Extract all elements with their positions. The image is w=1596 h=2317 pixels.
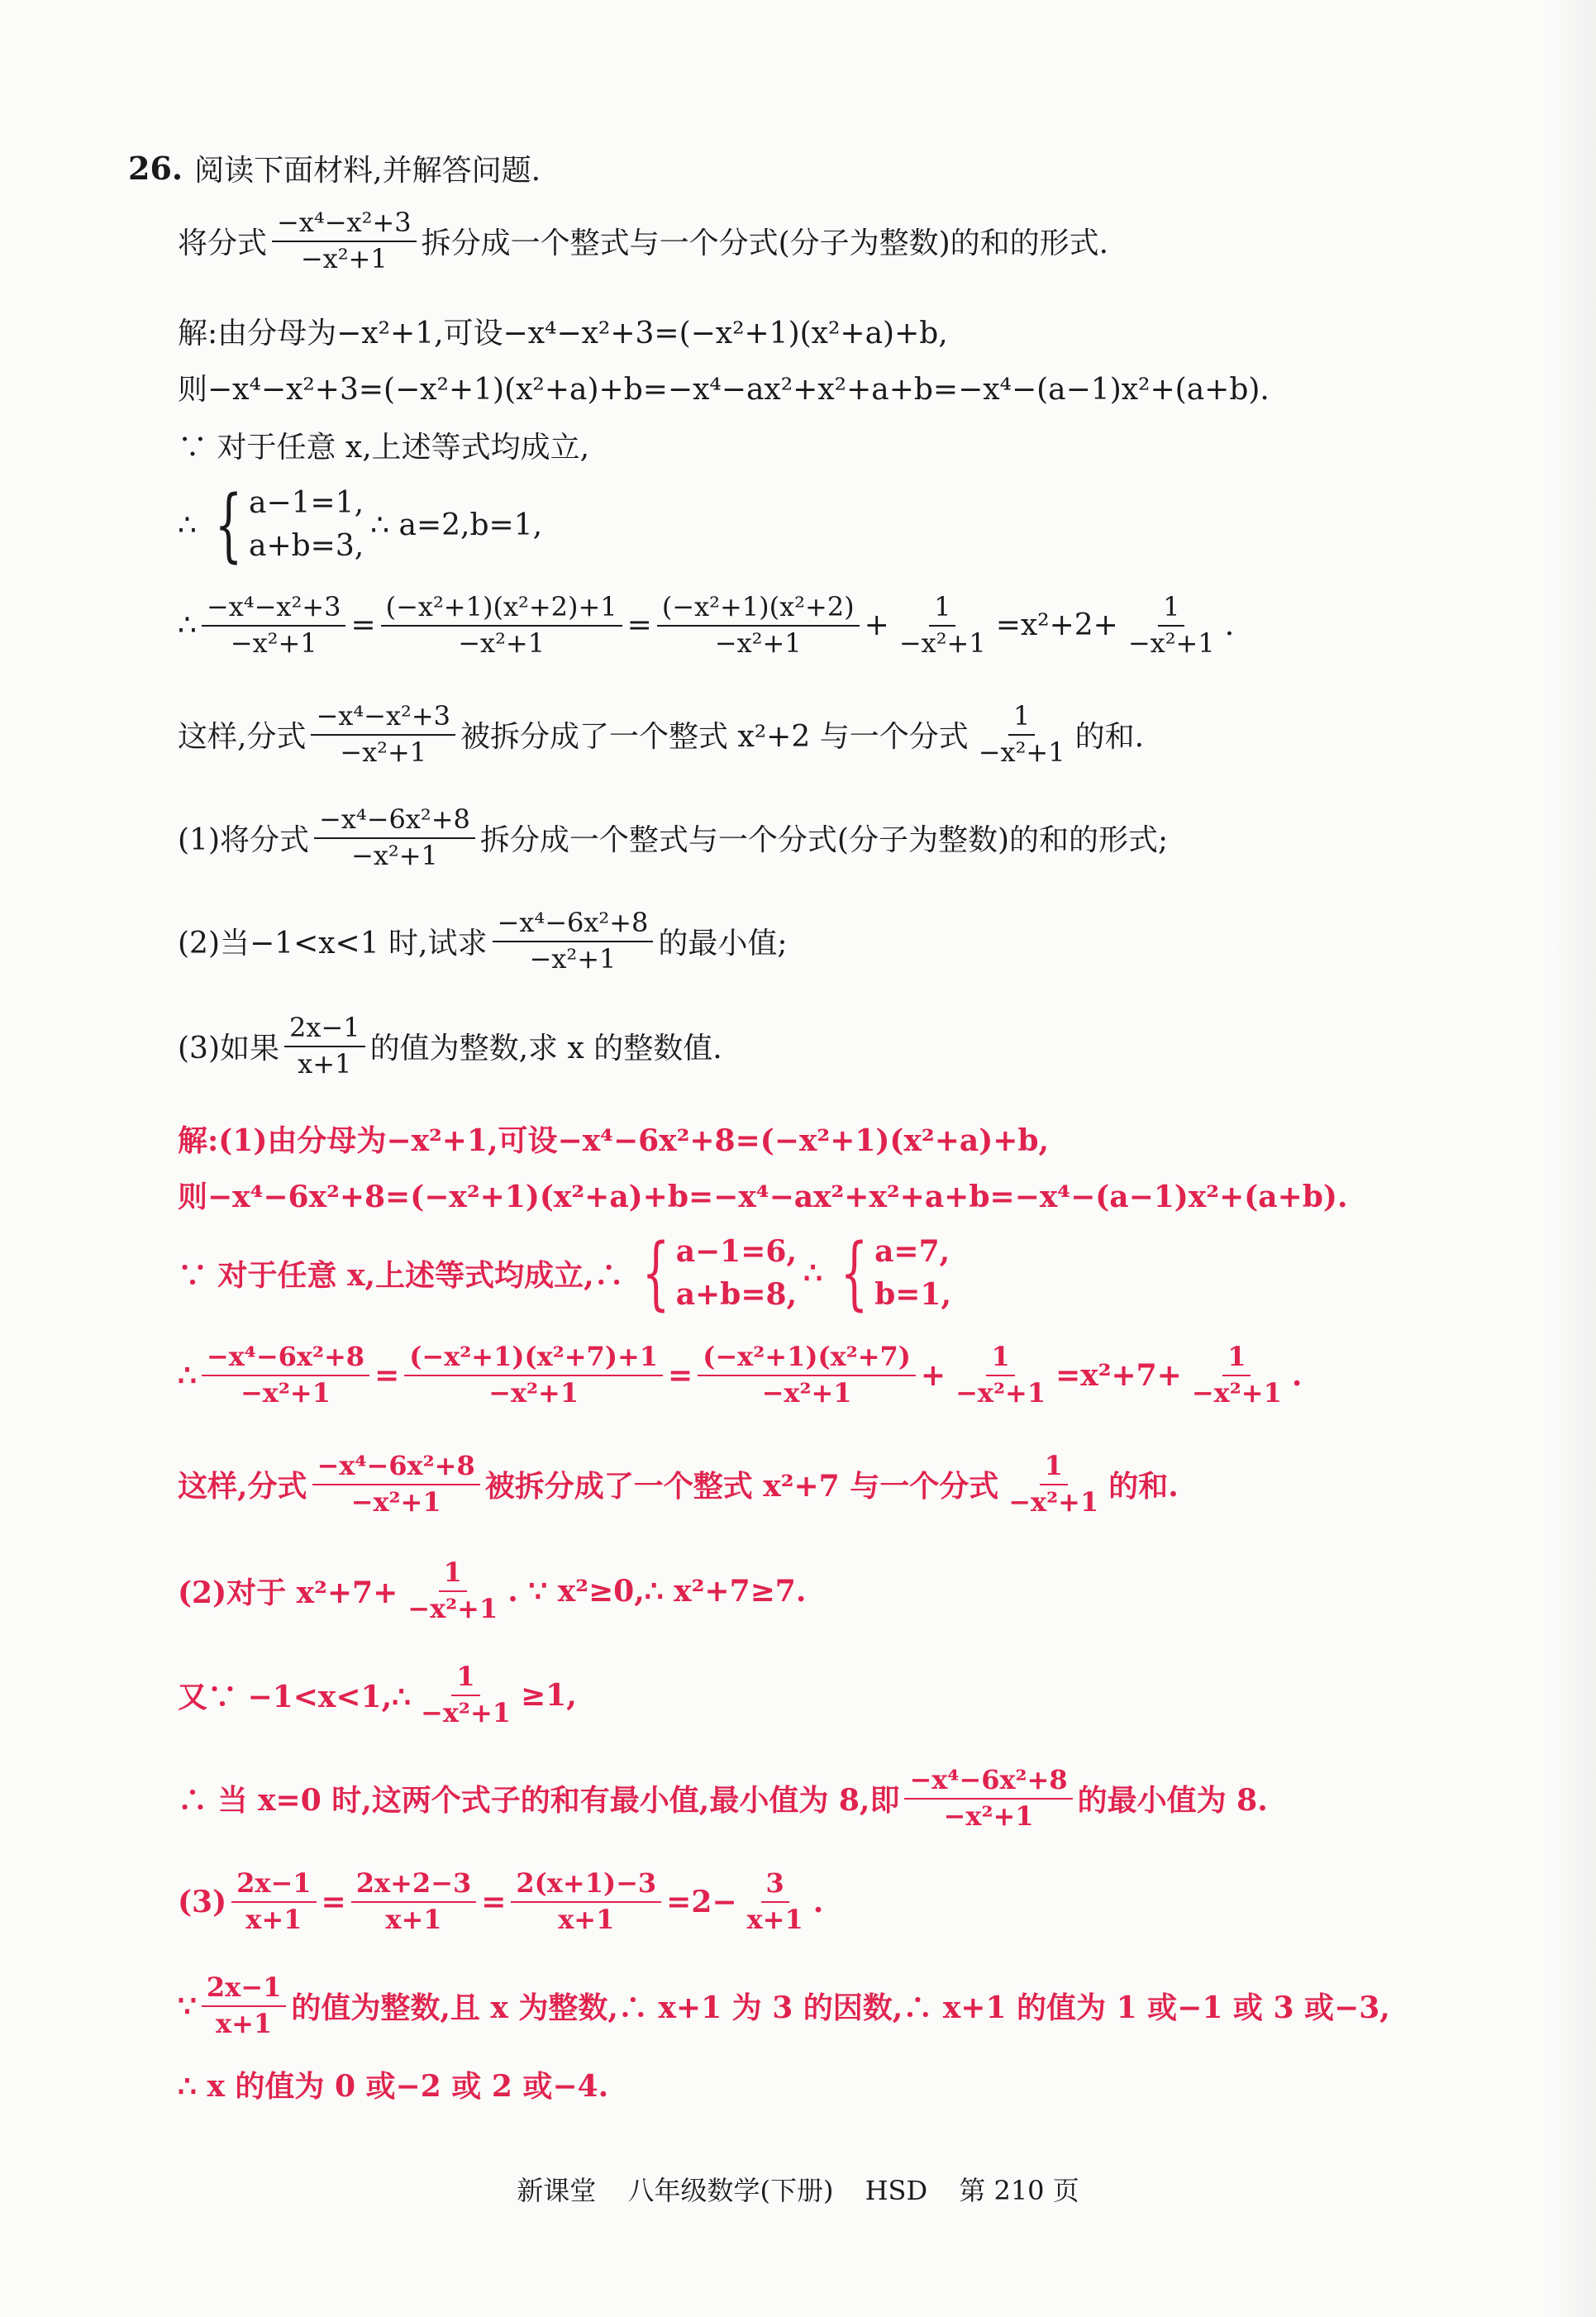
- material-line-1: [178, 209, 1108, 273]
- fraction: [742, 1867, 808, 1935]
- fraction: [202, 1971, 286, 2039]
- text: 拆分成一个整式与一个分式(分子为整数)的和的形式.: [421, 226, 1109, 261]
- numerator: 1: [1008, 703, 1035, 736]
- denominator: −x²+1: [240, 1376, 331, 1409]
- therefore-symbol: ∴: [178, 508, 197, 542]
- text: 拆分成一个整式与一个分式(分子为整数)的和的形式;: [479, 823, 1169, 858]
- denominator: −x²+1: [340, 736, 427, 768]
- numerator: 1: [929, 594, 955, 627]
- denominator: x+1: [746, 1903, 803, 1935]
- text: .: [1291, 1357, 1303, 1393]
- answer-system: [178, 1227, 958, 1320]
- question-header: [128, 147, 541, 189]
- brace-icon: {: [214, 479, 243, 572]
- denominator: −x²+1: [978, 736, 1065, 768]
- answer-line-1: 解:(1)由分母为−x²+1,可设−x⁴−6x²+8=(−x²+1)(x²+a)+b,: [178, 1123, 1050, 1158]
- denominator: x+1: [558, 1903, 615, 1935]
- fraction: [312, 1452, 480, 1516]
- fraction: [511, 1867, 661, 1935]
- numerator: −x⁴−x²+3: [272, 209, 417, 242]
- answer-part-2-line-3: [178, 1766, 1268, 1830]
- fraction: [284, 1014, 365, 1078]
- page-edge-shadow: [1546, 0, 1596, 2317]
- fraction: [272, 209, 417, 273]
- therefore-symbol: ∴: [803, 1256, 823, 1291]
- material-system: [178, 479, 543, 572]
- denominator: x+1: [385, 1903, 442, 1935]
- numerator: (−x²+1)(x²+7): [698, 1343, 916, 1376]
- fraction: [1123, 591, 1220, 659]
- equation-system: [631, 1227, 798, 1320]
- numerator: 1: [451, 1663, 479, 1696]
- answer-derivation: [178, 1343, 1302, 1407]
- denominator: −x²+1: [350, 1485, 441, 1518]
- equation-system: [203, 479, 364, 572]
- fraction: [231, 1867, 316, 1935]
- brace-icon: {: [641, 1227, 669, 1320]
- text: 的和.: [1108, 1469, 1179, 1504]
- text: 被拆分成了一个整式 x²+7 与一个分式: [484, 1469, 999, 1504]
- fraction: [404, 1343, 663, 1407]
- numerator: 1: [439, 1559, 467, 1592]
- fraction: [311, 700, 455, 768]
- answer-part-3-line-1: [178, 1867, 824, 1935]
- text: (1)将分式: [178, 823, 309, 858]
- denominator: −x²+1: [421, 1696, 512, 1728]
- fraction: [493, 909, 654, 973]
- answer-line-2: 则−x⁴−6x²+8=(−x²+1)(x²+a)+b=−x⁴−ax²+x²+a+b=−x⁴−(a−1)x²+(a+b).: [178, 1180, 1348, 1214]
- text: ∴ a=2,b=1,: [370, 508, 543, 542]
- denominator: −x²+1: [955, 1376, 1046, 1409]
- footer-page-number: 第 210 页: [959, 2175, 1079, 2206]
- numerator: 2x−1: [231, 1870, 316, 1903]
- page-footer: [0, 2170, 1596, 2208]
- denominator: x+1: [216, 2007, 273, 2039]
- fraction: [904, 1766, 1072, 1830]
- material-conclusion: [178, 700, 1145, 768]
- text: =2−: [666, 1884, 737, 1919]
- denominator: −x²+1: [300, 242, 388, 274]
- fraction: [950, 1343, 1051, 1407]
- system-row: a−1=1,: [248, 486, 364, 520]
- fraction: [314, 803, 475, 871]
- numerator: −x⁴−6x²+8: [493, 909, 654, 942]
- denominator: −x²+1: [407, 1592, 498, 1624]
- text: 被拆分成了一个整式 x²+2 与一个分式: [460, 720, 969, 755]
- fraction: [403, 1559, 503, 1623]
- question-intro: 阅读下面材料,并解答问题.: [194, 154, 541, 188]
- numerator: −x⁴−6x²+8: [314, 806, 475, 839]
- numerator: 2x−1: [284, 1014, 365, 1047]
- material-line-3: 则−x⁴−x²+3=(−x²+1)(x²+a)+b=−x⁴−ax²+x²+a+b=−x⁴−(a−1)x²+(a+b).: [178, 373, 1270, 407]
- fraction: [381, 591, 622, 659]
- fraction: [1187, 1343, 1287, 1407]
- system-row: a−1=6,: [675, 1234, 797, 1269]
- system-row: a+b=8,: [675, 1277, 798, 1313]
- numerator: 2x−1: [202, 1974, 286, 2007]
- text: +: [864, 608, 889, 643]
- denominator: −x²+1: [714, 627, 802, 659]
- solution-system: [829, 1227, 952, 1320]
- material-line-4: ∵ 对于任意 x,上述等式均成立,: [178, 431, 590, 465]
- text: (2)当−1<x<1 时,试求: [178, 927, 488, 961]
- text: =: [481, 1884, 507, 1919]
- text: 又∵ −1<x<1,∴: [178, 1680, 412, 1715]
- system-row: a=7,: [874, 1234, 950, 1269]
- system-row: b=1,: [874, 1277, 952, 1313]
- text: 的值为整数,且 x 为整数,∴ x+1 为 3 的因数,∴ x+1 的值为 1 或−1 或 3 或−3,: [291, 1990, 1390, 2026]
- denominator: −x²+1: [458, 627, 545, 659]
- text: 将分式: [178, 226, 268, 261]
- text: .: [1224, 608, 1235, 643]
- numerator: (−x²+1)(x²+2): [657, 594, 860, 627]
- text: . ∵ x²≥0,∴ x²+7≥7.: [507, 1573, 807, 1609]
- text: 的值为整数,求 x 的整数值.: [369, 1032, 722, 1066]
- denominator: −x²+1: [351, 839, 438, 871]
- sub-question-3: [178, 1014, 722, 1078]
- text: =: [374, 1357, 400, 1393]
- text: ∵: [178, 1988, 197, 2024]
- fraction: [351, 1867, 477, 1935]
- denominator: −x²+1: [529, 942, 617, 975]
- numerator: (−x²+1)(x²+2)+1: [381, 594, 622, 627]
- numerator: −x⁴−6x²+8: [904, 1766, 1072, 1800]
- sub-question-1: [178, 803, 1169, 871]
- answer-part-2-line-2: [178, 1663, 577, 1727]
- denominator: −x²+1: [1127, 627, 1215, 659]
- footer-book: 八年级数学(下册): [627, 2175, 834, 2206]
- numerator: 1: [1040, 1452, 1068, 1485]
- denominator: −x²+1: [1008, 1485, 1099, 1518]
- therefore-symbol: ∴: [178, 608, 197, 643]
- text: 的和.: [1074, 720, 1145, 755]
- text: (3): [178, 1884, 227, 1919]
- numerator: −x⁴−x²+3: [311, 703, 455, 736]
- numerator: −x⁴−x²+3: [202, 594, 346, 627]
- numerator: 1: [1222, 1343, 1251, 1376]
- answer-part-2-line-1: [178, 1559, 806, 1623]
- denominator: −x²+1: [230, 627, 317, 659]
- numerator: −x⁴−6x²+8: [312, 1452, 480, 1485]
- denominator: −x²+1: [898, 627, 986, 659]
- text: =: [668, 1357, 693, 1393]
- numerator: 1: [986, 1343, 1014, 1376]
- footer-edition: HSD: [865, 2175, 928, 2206]
- denominator: −x²+1: [488, 1376, 579, 1409]
- numerator: 3: [761, 1870, 789, 1903]
- fraction: [974, 700, 1070, 768]
- material-derivation: [178, 591, 1235, 659]
- therefore-symbol: ∴: [178, 1357, 197, 1393]
- text: .: [812, 1884, 824, 1919]
- numerator: 1: [1158, 594, 1184, 627]
- fraction: [1003, 1452, 1103, 1516]
- denominator: −x²+1: [943, 1800, 1034, 1832]
- footer-brand: 新课堂: [517, 2175, 597, 2206]
- answer-part-3-line-3: ∴ x 的值为 0 或−2 或 2 或−4.: [178, 2069, 609, 2104]
- text: =x²+7+: [1055, 1357, 1182, 1393]
- fraction: [894, 591, 991, 659]
- text: 这样,分式: [178, 1469, 307, 1504]
- denominator: x+1: [298, 1047, 352, 1080]
- answer-part-3-line-2: [178, 1971, 1390, 2039]
- numerator: −x⁴−6x²+8: [202, 1343, 369, 1376]
- text: ∴ 当 x=0 时,这两个式子的和有最小值,最小值为 8,即: [178, 1783, 900, 1819]
- denominator: −x²+1: [761, 1376, 852, 1409]
- text: 这样,分式: [178, 720, 307, 755]
- text: 的最小值为 8.: [1077, 1783, 1268, 1819]
- brace-icon: {: [840, 1227, 869, 1320]
- text: +: [920, 1357, 946, 1393]
- text: =: [626, 608, 652, 643]
- sub-question-2: [178, 909, 788, 973]
- numerator: 2(x+1)−3: [511, 1870, 661, 1903]
- numerator: 2x+2−3: [351, 1870, 477, 1903]
- text: ∵ 对于任意 x,上述等式均成立,∴: [178, 1257, 624, 1293]
- text: =: [350, 608, 376, 643]
- fraction: [698, 1343, 916, 1407]
- system-row: a+b=3,: [248, 529, 364, 564]
- text: ≥1,: [521, 1677, 577, 1713]
- question-number: 26.: [128, 150, 183, 187]
- answer-conclusion: [178, 1452, 1179, 1516]
- text: (2)对于 x²+7+: [178, 1576, 398, 1611]
- text: =x²+2+: [995, 608, 1118, 643]
- fraction: [202, 1343, 369, 1407]
- numerator: (−x²+1)(x²+7)+1: [404, 1343, 663, 1376]
- text: 的最小值;: [658, 927, 788, 961]
- fraction: [657, 591, 860, 659]
- denominator: x+1: [245, 1903, 303, 1935]
- denominator: −x²+1: [1191, 1376, 1282, 1409]
- text: (3)如果: [178, 1032, 279, 1066]
- material-line-2: 解:由分母为−x²+1,可设−x⁴−x²+3=(−x²+1)(x²+a)+b,: [178, 317, 948, 350]
- fraction: [202, 591, 346, 659]
- fraction: [416, 1663, 516, 1727]
- text: =: [321, 1884, 346, 1919]
